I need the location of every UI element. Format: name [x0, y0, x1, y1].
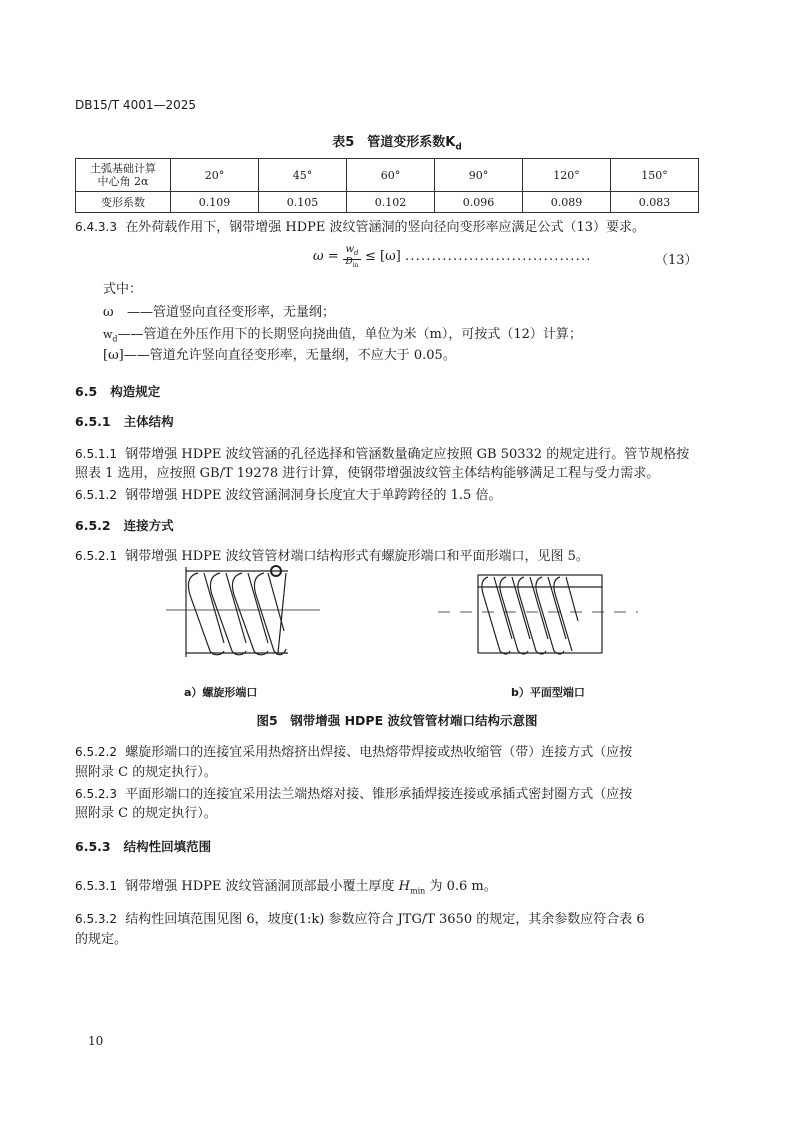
- variable-omega: ω ——管道竖向直径变形率，无量纲；: [103, 305, 336, 320]
- table-cell: 60°: [347, 159, 435, 192]
- table-cell: 0.105: [259, 192, 347, 213]
- formula-13: ω = $w_d$ $D_{in}$ ≤ [ω] ................................... （13）: [313, 244, 698, 269]
- spiral-port-diagram: [160, 565, 330, 665]
- table-cell: 20°: [171, 159, 259, 192]
- table-cell: 45°: [259, 159, 347, 192]
- table-header-cell: 变形系数: [76, 192, 171, 213]
- clause-6-5-3-2: 6.5.3.2 结构性回填范围见图 6，坡度(1:k) 参数应符合 JTG/T 3650 的规定，其余参数应符合表 6: [75, 912, 645, 927]
- table-cell: 0.083: [611, 192, 699, 213]
- section-heading-6-5-3: 6.5.3 结构性回填范围: [75, 839, 212, 854]
- variable-omega-allowed: [ω]——管道允许竖向直径变形率，无量纲，不应大于 0.05。: [103, 348, 456, 363]
- clause-6-5-2-2-cont: 照附录 C 的规定执行）。: [75, 765, 217, 780]
- clause-6-5-3-1: 6.5.3.1 钢带增强 HDPE 波纹管涵洞顶部最小覆土厚度 $H_{min}$ 为 0.6 m。: [75, 879, 497, 896]
- figure-caption-b: b）平面型端口: [511, 686, 585, 699]
- formula-dot-leader: ...................................: [405, 249, 592, 264]
- clause-6-5-1-1-cont: 照表 1 选用，应按照 GB/T 19278 进行计算，使钢带增强波纹管主体结构能够满足工程与受力需求。: [75, 466, 660, 481]
- table-row: [76, 192, 699, 213]
- spiral-ribs: [188, 573, 286, 655]
- table-header-cell: 土弧基础计算 中心角 2α: [76, 159, 171, 192]
- variable-wd: $w_d——$管道在外压作用下的长期竖向挠曲值，单位为米（m），可按式（12）计算；: [103, 327, 582, 344]
- table-cell: 120°: [523, 159, 611, 192]
- deformation-coefficient-table: [75, 158, 699, 213]
- clause-6-5-2-1: 6.5.2.1 钢带增强 HDPE 波纹管管材端口结构形式有螺旋形端口和平面形端口，见图 5。: [75, 549, 589, 564]
- table-cell: 0.102: [347, 192, 435, 213]
- formula-label: （13）: [655, 253, 698, 268]
- spiral-ribs: [482, 577, 578, 654]
- document-code: DB15/T 4001—2025: [75, 98, 197, 112]
- clause-6-5-3-2-cont: 的规定。: [75, 932, 128, 947]
- flat-port-diagram: [438, 565, 638, 665]
- formula-numerator: $w_d$: [343, 244, 361, 260]
- table-cell: 150°: [611, 159, 699, 192]
- formula-denominator: $D_{in}$: [345, 257, 359, 269]
- where-label: 式中：: [103, 282, 143, 297]
- table-cell: 0.109: [171, 192, 259, 213]
- clause-6-5-2-3-cont: 照附录 C 的规定执行）。: [75, 806, 217, 821]
- section-heading-6-5: 6.5 构造规定: [75, 384, 161, 399]
- table-cell: 90°: [435, 159, 523, 192]
- figure-5-caption: 图5 钢带增强 HDPE 波纹管管材端口结构示意图: [256, 713, 538, 728]
- clause-6-5-1-2: 6.5.1.2 钢带增强 HDPE 波纹管涵洞洞身长度宜大于单跨跨径的 1.5 倍。: [75, 488, 502, 503]
- figure-caption-a: a）螺旋形端口: [184, 686, 258, 699]
- clause-6-5-1-1: 6.5.1.1 钢带增强 HDPE 波纹管涵的孔径选择和管涵数量确定应按照 GB 50332 的规定进行。管节规格按: [75, 447, 690, 462]
- page-number: 10: [88, 1034, 104, 1048]
- section-heading-6-5-1: 6.5.1 主体结构: [75, 414, 174, 429]
- table-cell: 0.089: [523, 192, 611, 213]
- clause-6-4-3-3: 6.4.3.3 在外荷载作用下，钢带增强 HDPE 波纹管涵洞的竖向径向变形率应满足公式（13）要求。: [75, 220, 646, 235]
- table-title: 表5 管道变形系数$K_d$: [332, 135, 462, 153]
- table-row: [76, 159, 699, 192]
- clause-6-5-2-3: 6.5.2.3 平面形端口的连接宜采用法兰端热熔对接、锥形承插焊接连接或承插式密封圈方式（应按: [75, 787, 633, 802]
- clause-6-5-2-2: 6.5.2.2 螺旋形端口的连接宜采用热熔挤出焊接、电热熔带焊接或热收缩管（带）连接方式（应按: [75, 745, 633, 760]
- table-cell: 0.096: [435, 192, 523, 213]
- section-heading-6-5-2: 6.5.2 连接方式: [75, 518, 174, 533]
